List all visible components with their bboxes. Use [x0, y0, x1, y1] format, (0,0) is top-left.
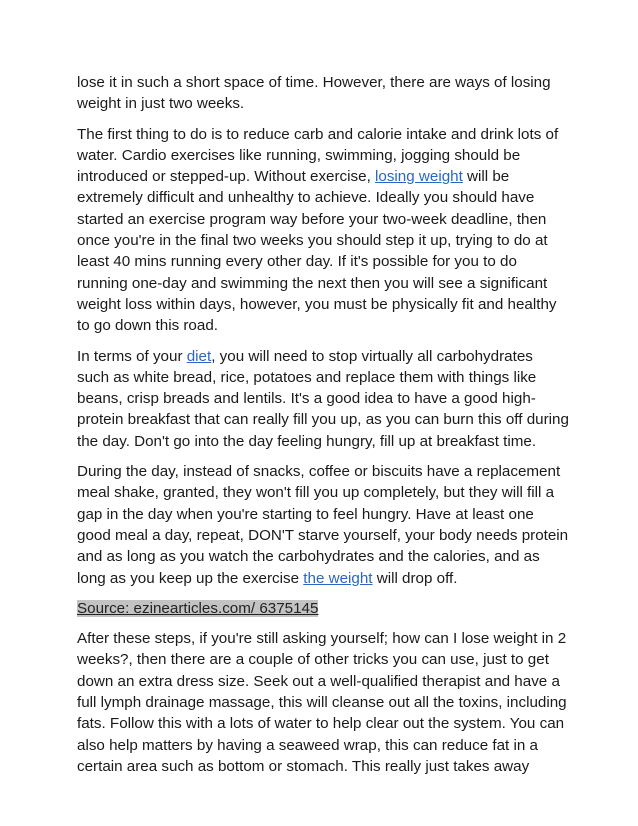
- paragraph-intro-text: lose it in such a short space of time. However, there are ways of losing weight in just two weeks.: [77, 74, 551, 113]
- paragraph-intro: [77, 72, 569, 115]
- document-body: [77, 72, 569, 786]
- paragraph-cardio-text-before: The first thing to do is to reduce carb and calorie intake and drink lots of water. Cardio exercises like running, swimming, jogging should be introduced or stepped-up. Without exercise,: [77, 125, 559, 186]
- paragraph-diet: [77, 346, 569, 452]
- source-line: [77, 598, 569, 619]
- paragraph-cardio-text-after: will be extremely difficult and unhealthy to achieve. Ideally you should have started an exercise program way before your two-week deadline, then once you're in the final two weeks you should step it up, trying to do at least 40 mins running every other day. If it's possible for you to do running one-day and swimming the next then you will see a significant weight loss within days, however, you must be physically fit and healthy to go down this road.: [77, 168, 557, 335]
- source-link[interactable]: Source: ezinearticles.com/ 6375145: [77, 599, 319, 617]
- the-weight-link[interactable]: the weight: [303, 569, 373, 587]
- paragraph-cardio: [77, 124, 569, 337]
- paragraph-diet-text-after: , you will need to stop virtually all carbohydrates such as white bread, rice, potatoes and replace them with things like beans, crisp breads and lentils. It's a good idea to have a good high-protein breakfast that can really fill you up, as you can burn this off during the day. Don't go into the day feeling hungry, fill up at breakfast time.: [77, 347, 569, 450]
- paragraph-meals-text-before: During the day, instead of snacks, coffee or biscuits have a replacement meal shake, granted, they won't fill you up completely, but they will fill a gap in the day when you're starting to feel hungry. Have at least one good meal a day, repeat, DON'T starve yourself, your body needs protein and as long as you watch the carbohydrates and the calories, and as long as you keep up the exercise: [77, 463, 569, 587]
- paragraph-diet-text-before: In terms of your: [77, 347, 187, 365]
- diet-link[interactable]: diet: [186, 347, 212, 365]
- paragraph-meals: [77, 461, 569, 589]
- paragraph-tricks-text: After these steps, if you're still asking yourself; how can I lose weight in 2 weeks?, then there are a couple of other tricks you can use, just to get down an extra dress size. Seek out a well-qualified therapist and have a full lymph drainage massage, this will cleanse out all the toxins, including fats. Follow this with a lots of water to help clear out the system. You can also help matters by having a seaweed wrap, this can reduce fat in a certain area such as bottom or stomach. This really just takes away: [77, 630, 567, 775]
- paragraph-meals-text-after: will drop off.: [372, 569, 458, 587]
- paragraph-tricks: [77, 628, 569, 777]
- losing-weight-link[interactable]: losing weight: [375, 168, 463, 186]
